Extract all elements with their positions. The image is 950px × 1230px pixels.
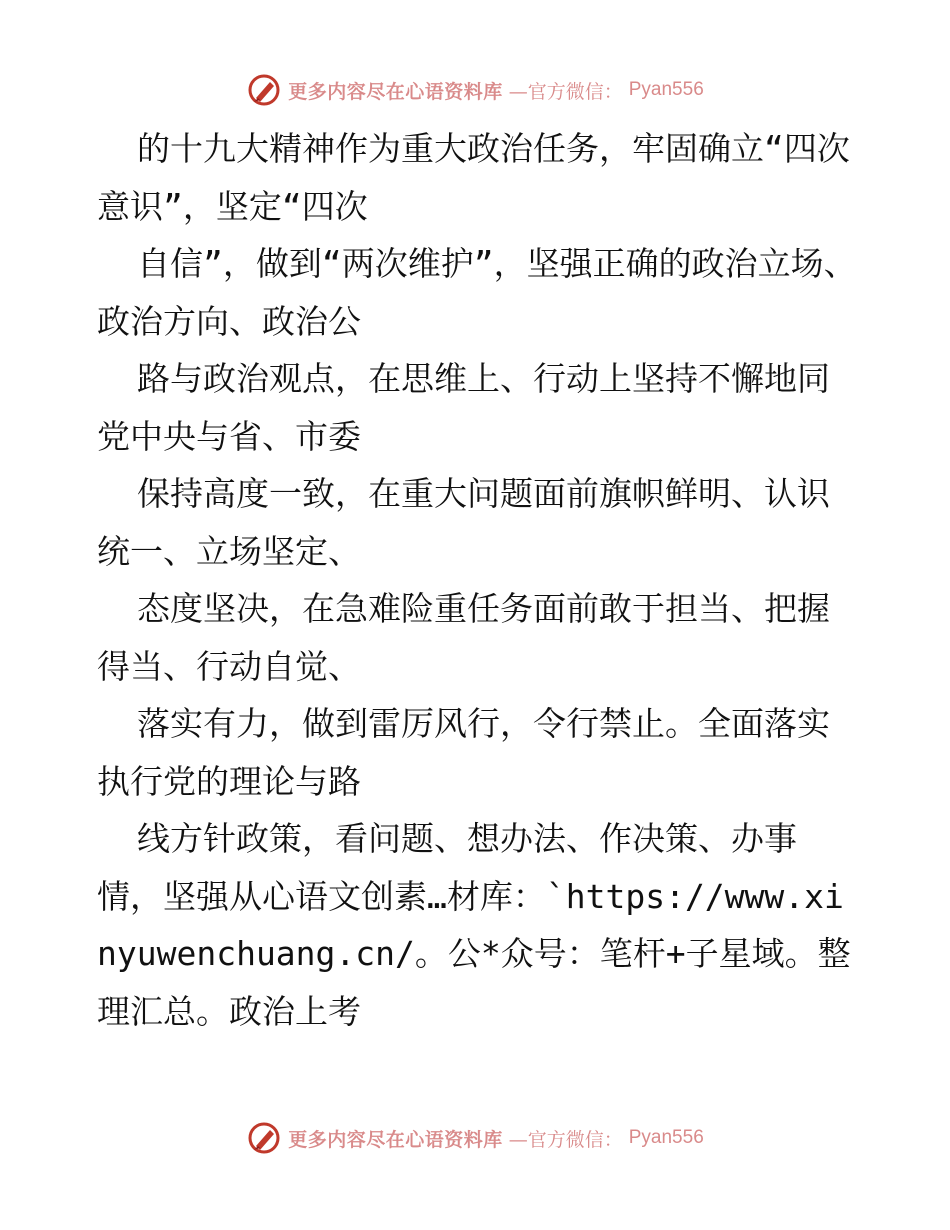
paragraph: 落实有力，做到雷厉风行，令行禁止。全面落实执行党的理论与路 xyxy=(97,704,830,801)
watermark-id-text: Pyan556 xyxy=(628,79,704,100)
watermark-main-text: 更多内容尽在心语资料库 xyxy=(288,1128,503,1151)
watermark-suffix-text: —官方微信： xyxy=(508,1128,623,1151)
header-watermark xyxy=(0,70,950,110)
paragraph: 的十九大精神作为重大政治任务，牢固确立“四次意识”，坚定“四次 xyxy=(97,129,850,226)
pen-logo-icon xyxy=(246,72,282,108)
paragraph: 保持高度一致，在重大问题面前旗帜鲜明、认识统一、立场坚定、 xyxy=(97,474,830,571)
pen-logo-icon xyxy=(246,1120,282,1156)
paragraph: 路与政治观点，在思维上、行动上坚持不懈地同党中央与省、市委 xyxy=(97,359,830,456)
paragraph: 自信”，做到“两次维护”，坚强正确的政治立场、政治方向、政治公 xyxy=(97,244,857,341)
watermark-main-text: 更多内容尽在心语资料库 xyxy=(288,80,503,103)
document-body xyxy=(97,120,857,1040)
watermark-id-text: Pyan556 xyxy=(628,1127,704,1148)
paragraph: 态度坚决，在急难险重任务面前敢于担当、把握得当、行动自觉、 xyxy=(97,589,830,686)
paragraph: 线方针政策，看问题、想办法、作决策、办事情，坚强从心语文创素…材库：`https://www.xinyuwenchuang.cn/。公*众号：笔杆+子星域。整理汇总。政治上考 xyxy=(97,819,851,1031)
footer-watermark xyxy=(0,1118,950,1158)
watermark-suffix-text: —官方微信： xyxy=(508,80,623,103)
